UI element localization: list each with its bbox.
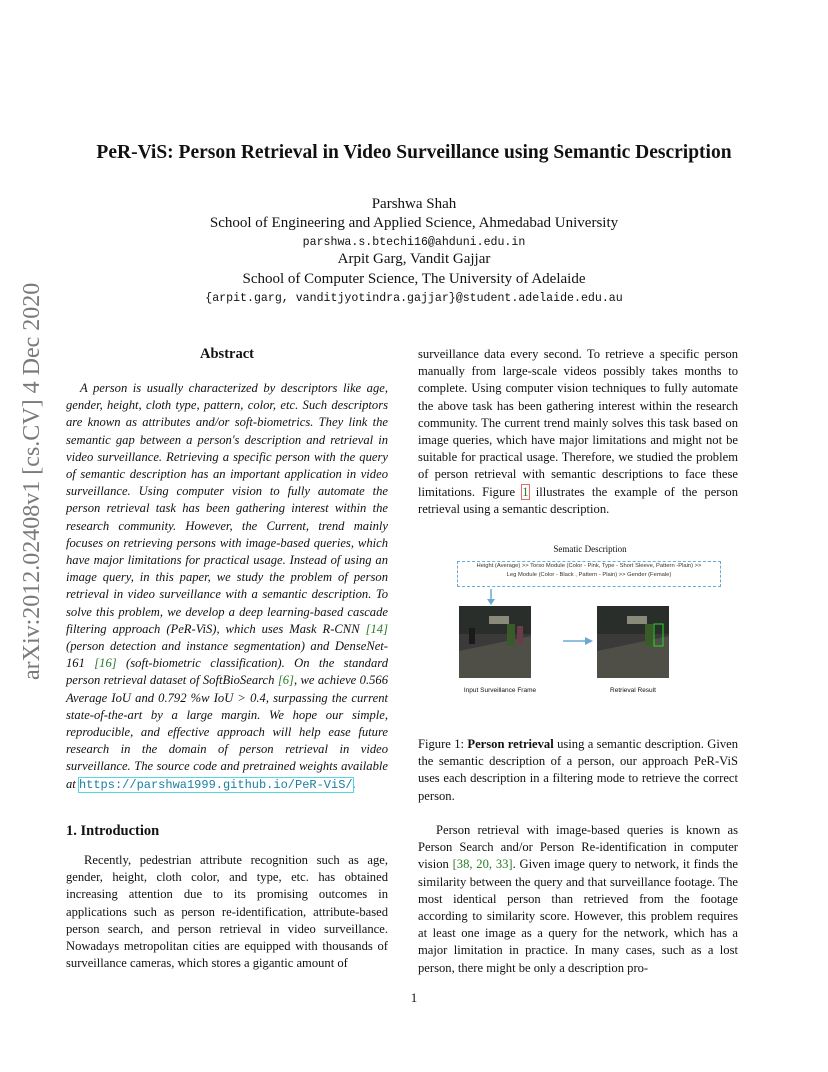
caption-bold: Person retrieval — [467, 737, 554, 751]
input-surveillance-frame-image — [459, 606, 531, 678]
label-retrieval-result: Retrieval Result — [610, 687, 656, 694]
body-text: surveillance data every second. To retrieve a specific person manually from large-scale videos possibly takes months to complete. Using computer vision techniques to fully automate the above task has been gathering interest within the research community. The current trend mainly solves this task based on image queries, which have major limitations and might not be suitable for practical usage. Therefore, we studied the problem of person retrieval with semantic descriptions to face these limitations. Figure — [418, 347, 738, 499]
author-name-2: Arpit Garg, Vandit Gajjar — [337, 251, 491, 267]
figure-title: Sematic Description — [553, 544, 627, 554]
abstract-text: (soft-biometric classification). On the standard person retrieval dataset of SoftBioSearch — [66, 656, 388, 688]
author-email-2[interactable]: {arpit.garg, vanditjyotindra.gajjar}@student.adelaide.edu.au — [205, 292, 623, 305]
abstract-text: (person detection and instance segmentation) and DenseNet-161 — [66, 639, 388, 671]
figure-ref-link[interactable]: 1 — [522, 484, 529, 499]
author-affiliation-2: School of Computer Science, The University of Adelaide — [242, 271, 586, 287]
citation-link[interactable]: [38, 20, 33] — [452, 857, 513, 872]
author-affiliation-1: School of Engineering and Applied Science, Ahmedabad University — [209, 215, 619, 231]
down-arrow-icon — [485, 589, 497, 605]
page-number: 1 — [410, 990, 418, 1005]
code-url-link[interactable]: https://parshwa1999.github.io/PeR-ViS/ — [78, 777, 353, 792]
section-heading-introduction: 1. Introduction — [66, 823, 160, 839]
person-retrieval-paragraph — [418, 822, 738, 977]
abstract-body — [66, 380, 388, 794]
abstract-text: , we achieve 0.566 Average IoU and 0.792 %w IoU > 0.4, surpassing the current state-of-the-art by a large margin. We hope our simple, reproducible, and effective approach will help ease future research in the domain of person retrieval in video surveillance. The source code and pretrained weights available at — [66, 673, 388, 791]
figure-caption — [418, 736, 738, 805]
body-text: Person retrieval with image-based queries is known as Person Search and/or Person Re-identification in computer vision — [418, 823, 738, 872]
body-text: . Given image query to network, it finds the similarity between the query and that surveillance footage. The most identical person than retrieved from the footage according to similarity score. However, this problem requires at least one image as a query for the network, which has a major limitation in practice. In many cases, such as a lost person, there might be only a description pro- — [418, 857, 738, 975]
abstract-end: . — [352, 776, 356, 791]
citation-link[interactable]: [14] — [365, 621, 389, 636]
arxiv-identifier: arXiv:2012.02408v1 [cs.CV] 4 Dec 2020 — [19, 282, 45, 680]
intro-paragraph: Recently, pedestrian attribute recognition such as age, gender, height, cloth color, and type, etc. has obtained increasing attention due to its promising outcomes in applications such as person re-identification, attribute-based person search, and person retrieval in video surveillance. Nowadays metropolitan cities are equipped with thousands of surveillance cameras, which stores a gigantic amount of — [66, 853, 388, 971]
description-line-1: Height (Average) >> Torso Module (Color - Pink, Type - Short Sleeve, Pattern -Plain) >> — [476, 563, 702, 569]
figure-1 — [455, 544, 725, 704]
label-input-frame: Input Surveillance Frame — [463, 687, 537, 694]
caption-label: Figure 1: — [418, 737, 465, 751]
semantic-description-box — [457, 561, 721, 587]
right-column-paragraph — [418, 346, 738, 518]
citation-link[interactable]: [6] — [277, 673, 294, 688]
right-arrow-icon — [563, 636, 593, 646]
retrieval-result-image — [597, 606, 669, 678]
description-line-2: Leg Module (Color - Black , Pattern - Plain) >> Gender (Female) — [506, 572, 672, 578]
body-text: illustrates the example of the person retrieval using a semantic description. — [418, 484, 738, 516]
author-name-1: Parshwa Shah — [371, 196, 457, 212]
citation-link[interactable]: [16] — [94, 656, 117, 671]
caption-text: using a semantic description. Given the semantic description of a person, our approach PeR-ViS uses each description in a filtering mode to retrieve the correct person. — [418, 737, 739, 803]
author-email-1[interactable]: parshwa.s.btechi16@ahduni.edu.in — [302, 236, 526, 249]
abstract-text: A person is usually characterized by descriptors like age, gender, height, cloth type, pattern, color, etc. Such descriptors are known as attributes and/or soft-biometrics. They link the semantic gap between a person's description and retrieval in video surveillance. Retrieving a specific person with the query of semantic description has an important application in video surveillance. Using computer vision to fully automate the person retrieval task has been gathering interest within the research community. However, the Current, trend mainly focuses on retrieving persons with image-based queries, which have major limitations for practical usage. Instead of using an image query, in this paper, we study the problem of person retrieval in video surveillance with a semantic description. To solve this problem, we develop a deep learning-based cascade filtering approach (PeR-ViS), which uses Mask R-CNN — [66, 381, 388, 636]
paper-title: PeR-ViS: Person Retrieval in Video Surveillance using Semantic Description — [96, 142, 732, 163]
abstract-heading: Abstract — [200, 346, 254, 362]
